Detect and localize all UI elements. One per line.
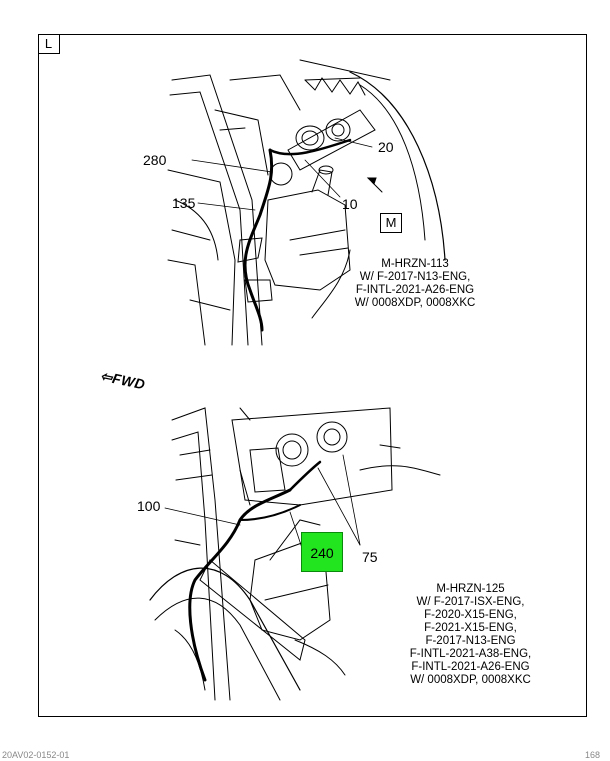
note-line: F-2020-X15-ENG,: [424, 609, 517, 621]
footer-code: 20AV02-0152-01: [2, 750, 70, 760]
callout-10: 10: [342, 196, 358, 212]
note-line: M-HRZN-113: [381, 258, 449, 270]
note-line: F-INTL-2021-A26-ENG: [411, 661, 530, 673]
notes-top: [335, 258, 495, 310]
corner-label: L: [38, 34, 60, 54]
callout-20: 20: [378, 139, 394, 155]
callout-280: 280: [143, 152, 167, 168]
callout-100: 100: [137, 498, 161, 514]
callout-75: 75: [362, 549, 378, 565]
footer-page: 168: [585, 750, 601, 760]
highlight-callout-240: 240: [301, 532, 343, 572]
note-line: F-2021-X15-ENG,: [424, 622, 517, 634]
note-line: W/ 0008XDP, 0008XKC: [410, 674, 531, 686]
callout-135: 135: [172, 195, 196, 211]
fwd-text: FWD: [110, 369, 147, 393]
notes-bottom: [383, 583, 558, 687]
note-line: F-2017-N13-ENG: [425, 635, 516, 647]
note-line: W/ F-2017-N13-ENG,: [359, 271, 471, 283]
note-line: M-HRZN-125: [436, 583, 505, 595]
note-line: F-INTL-2021-A38-ENG,: [409, 648, 532, 660]
fwd-arrow-icon: ⇦: [98, 367, 115, 386]
note-line: W/ 0008XDP, 0008XKC: [354, 297, 476, 309]
note-line: F-INTL-2021-A26-ENG: [355, 284, 475, 296]
note-line: W/ F-2017-ISX-ENG,: [416, 596, 525, 608]
view-marker: M: [380, 213, 402, 233]
